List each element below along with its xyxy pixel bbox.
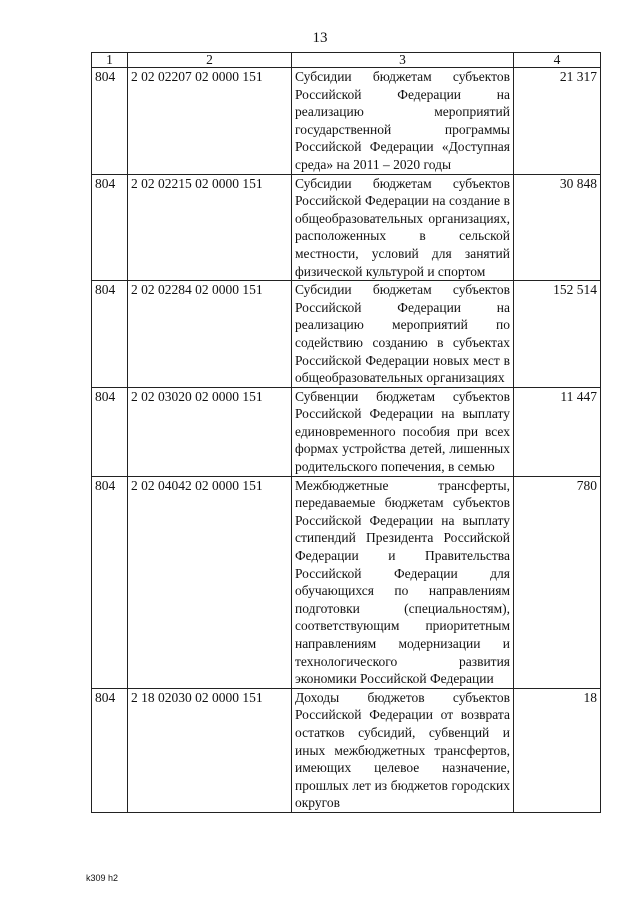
- revenue-name-cell: Субсидии бюджетам субъектов Российской Федерации на реализацию мероприятий по содействию созданию в субъектах Российской Федерации новых мест в общеобразовательных организациях: [292, 281, 514, 388]
- table-row: [92, 174, 601, 281]
- revenue-name-cell: Субвенции бюджетам субъектов Российской Федерации на выплату единовременного пособия при всех формах устройства детей, лишенных родительского попечения, в семью: [292, 387, 514, 476]
- revenue-name-cell: Субсидии бюджетам субъектов Российской Федерации на реализацию мероприятий государственной программы Российской Федерации «Доступная среда» на 2011 – 2020 годы: [292, 68, 514, 175]
- revenue-name-cell: Субсидии бюджетам субъектов Российской Федерации на создание в общеобразовательных организациях, расположенных в сельской местности, условий для занятий физической культурой и спортом: [292, 174, 514, 281]
- footer-doc-code: k309 h2: [86, 873, 119, 883]
- admin-code-cell: 804: [92, 174, 128, 281]
- revenue-code-cell: 2 02 02215 02 0000 151: [128, 174, 292, 281]
- table-header-row: [92, 53, 601, 68]
- revenue-code-cell: 2 02 04042 02 0000 151: [128, 476, 292, 688]
- revenue-code-cell: 2 02 02207 02 0000 151: [128, 68, 292, 175]
- header-col-3: 3: [292, 53, 514, 68]
- amount-cell: 18: [514, 688, 601, 812]
- revenue-name-cell: Доходы бюджетов субъектов Российской Федерации от возврата остатков субсидий, субвенций и иных межбюджетных трансфертов, имеющих целевое назначение, прошлых лет из бюджетов городских округов: [292, 688, 514, 812]
- revenue-code-cell: 2 18 02030 02 0000 151: [128, 688, 292, 812]
- header-col-4: 4: [514, 53, 601, 68]
- revenue-code-cell: 2 02 02284 02 0000 151: [128, 281, 292, 388]
- amount-cell: 780: [514, 476, 601, 688]
- amount-cell: 30 848: [514, 174, 601, 281]
- table-row: [92, 281, 601, 388]
- revenue-name-cell: Межбюджетные трансферты, передаваемые бюджетам субъектов Российской Федерации на выплату стипендий Президента Российской Федерации и Правительства Российской Федерации для обучающихся по направлениям подготовки (специальностям), соответствующим приоритетным направлениям модернизации и технологического развития экономики Российской Федерации: [292, 476, 514, 688]
- table-row: [92, 387, 601, 476]
- table-row: [92, 476, 601, 688]
- header-col-2: 2: [128, 53, 292, 68]
- revenue-table: [91, 52, 601, 813]
- admin-code-cell: 804: [92, 688, 128, 812]
- admin-code-cell: 804: [92, 387, 128, 476]
- page-number: 13: [312, 30, 328, 46]
- revenue-code-cell: 2 02 03020 02 0000 151: [128, 387, 292, 476]
- admin-code-cell: 804: [92, 68, 128, 175]
- amount-cell: 21 317: [514, 68, 601, 175]
- header-col-1: 1: [92, 53, 128, 68]
- amount-cell: 152 514: [514, 281, 601, 388]
- table-row: [92, 68, 601, 175]
- admin-code-cell: 804: [92, 281, 128, 388]
- admin-code-cell: 804: [92, 476, 128, 688]
- amount-cell: 11 447: [514, 387, 601, 476]
- table-row: [92, 688, 601, 812]
